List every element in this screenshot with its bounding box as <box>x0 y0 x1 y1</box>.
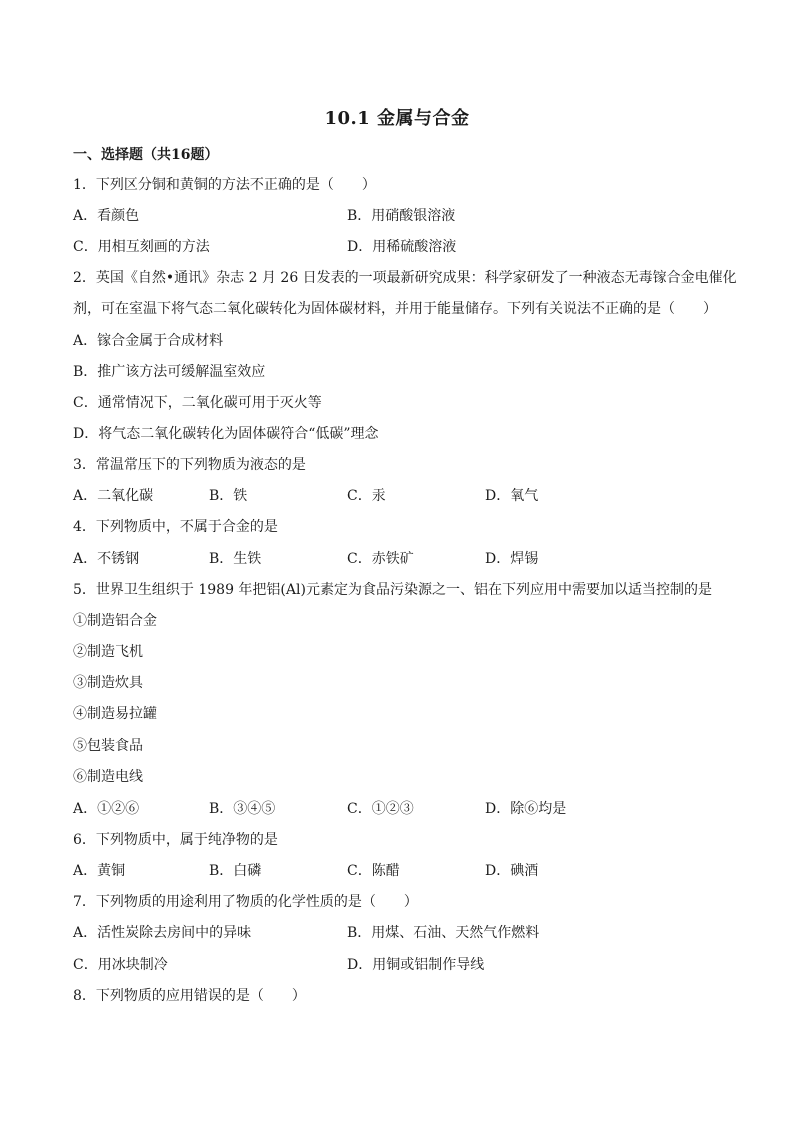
q5-item-1: ①制造铝合金 <box>73 613 157 629</box>
q6-option-a: A．黄铜 <box>73 863 126 879</box>
q6-option-b: B．白磷 <box>209 863 262 879</box>
question-1-stem: 1．下列区分铜和黄铜的方法不正确的是（ ） <box>73 177 376 193</box>
question-8-stem: 8．下列物质的应用错误的是（ ） <box>73 988 306 1004</box>
q3-option-a: A．二氧化碳 <box>73 488 154 504</box>
q5-item-4: ④制造易拉罐 <box>73 706 157 722</box>
q4-option-b: B．生铁 <box>209 551 262 567</box>
q7-option-c: C．用冰块制冷 <box>73 957 168 973</box>
q5-option-c: C．①②③ <box>347 801 414 817</box>
question-6-stem: 6．下列物质中，属于纯净物的是 <box>73 832 278 848</box>
question-2-stem-line2: 剂，可在室温下将气态二氧化碳转化为固体碳材料，并用于能量储存。下列有关说法不正确的是（ ） <box>73 301 717 317</box>
question-7-stem: 7．下列物质的用途利用了物质的化学性质的是（ ） <box>73 894 418 910</box>
q7-option-a: A．活性炭除去房间中的异味 <box>73 925 252 941</box>
q1-option-a: A．看颜色 <box>73 208 140 224</box>
q4-option-a: A．不锈钢 <box>73 551 140 567</box>
q3-option-b: B．铁 <box>209 488 248 504</box>
q7-option-b: B．用煤、石油、天然气作燃料 <box>347 925 540 941</box>
q5-item-5: ⑤包装食品 <box>73 738 143 754</box>
q5-option-d: D．除⑥均是 <box>485 801 567 817</box>
q2-option-b: B．推广该方法可缓解温室效应 <box>73 364 266 380</box>
q5-option-a: A．①②⑥ <box>73 801 140 817</box>
question-5-stem: 5．世界卫生组织于 1989 年把铝(Al)元素定为食品污染源之一、铝在下列应用中需要加以适当控制的是 <box>73 582 712 598</box>
q6-option-c: C．陈醋 <box>347 863 400 879</box>
q2-option-d: D．将气态二氧化碳转化为固体碳符合“低碳”理念 <box>73 426 379 442</box>
q5-item-6: ⑥制造电线 <box>73 769 143 785</box>
question-2-stem-line1: 2．英国《自然•通讯》杂志 2 月 26 日发表的一项最新研究成果：科学家研发了一种液态无毒镓合金电催化 <box>73 270 737 286</box>
q1-option-b: B．用硝酸银溶液 <box>347 208 456 224</box>
q2-option-c: C．通常情况下，二氧化碳可用于灭火等 <box>73 395 322 411</box>
q3-option-d: D．氧气 <box>485 488 539 504</box>
q7-option-d: D．用铜或铝制作导线 <box>347 957 485 973</box>
question-3-stem: 3．常温常压下的下列物质为液态的是 <box>73 457 306 473</box>
q5-item-3: ③制造炊具 <box>73 675 143 691</box>
q3-option-c: C．汞 <box>347 488 386 504</box>
q5-item-2: ②制造飞机 <box>73 644 143 660</box>
question-4-stem: 4．下列物质中，不属于合金的是 <box>73 519 278 535</box>
page-title: 10.1 金属与合金 <box>324 108 470 129</box>
section-heading: 一、选择题（共16题） <box>73 147 219 163</box>
q1-option-c: C．用相互刻画的方法 <box>73 239 210 255</box>
q2-option-a: A．镓合金属于合成材料 <box>73 333 224 349</box>
q5-option-b: B．③④⑤ <box>209 801 276 817</box>
q1-option-d: D．用稀硫酸溶液 <box>347 239 457 255</box>
q6-option-d: D．碘酒 <box>485 863 539 879</box>
q4-option-d: D．焊锡 <box>485 551 539 567</box>
q4-option-c: C．赤铁矿 <box>347 551 414 567</box>
